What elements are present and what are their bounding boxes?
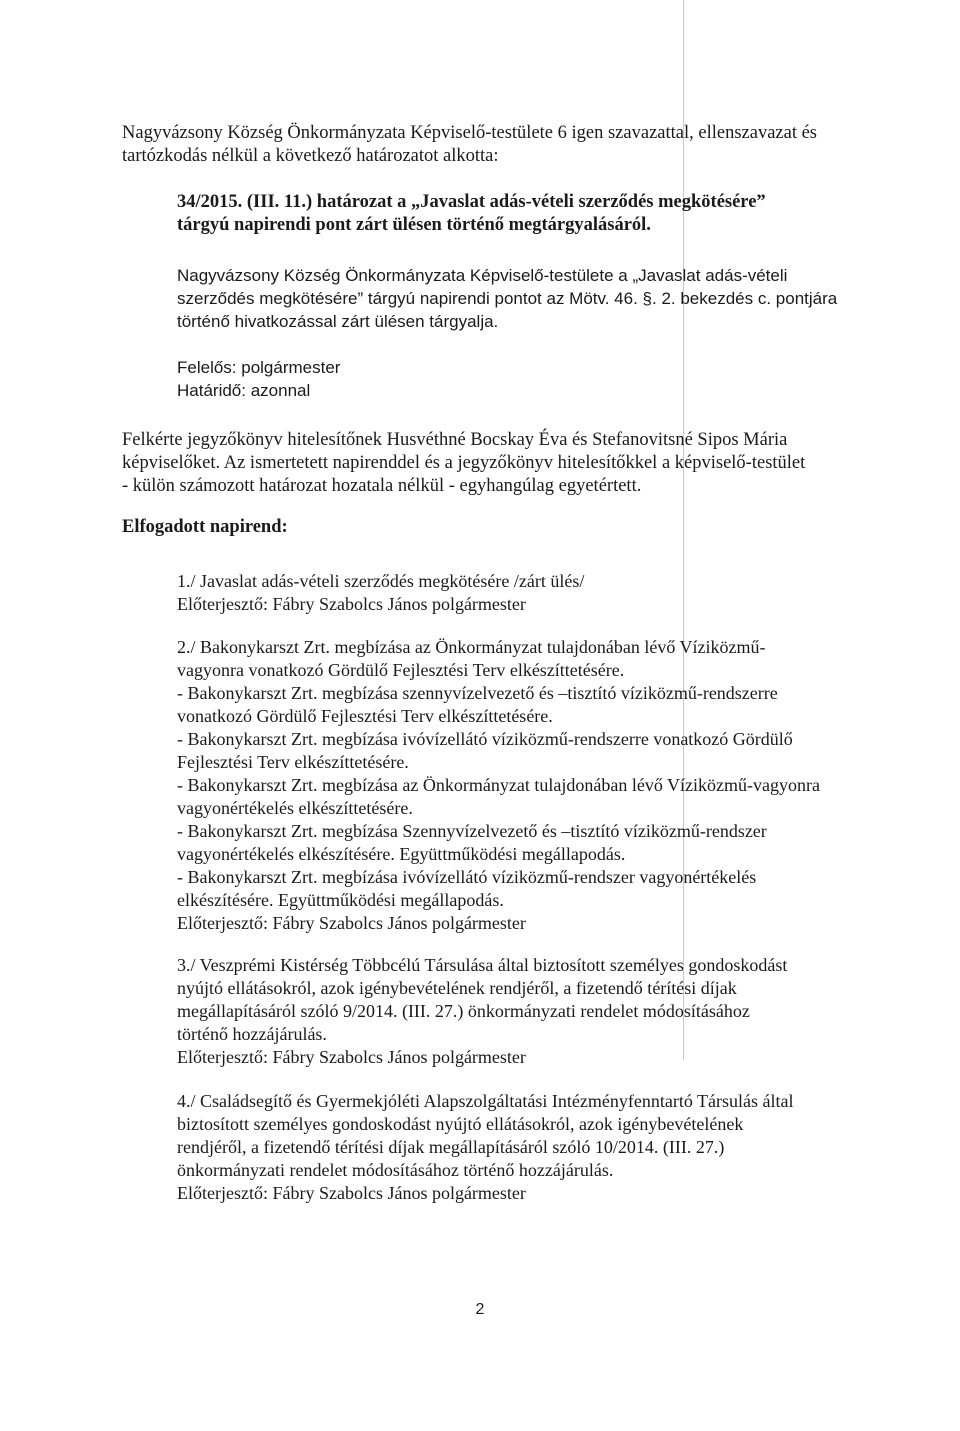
agenda-item-line: 4./ Családsegítő és Gyermekjóléti Alapszolgáltatási Intézményfenntartó Társulás által (177, 1091, 794, 1111)
resolution-body (177, 264, 895, 333)
agenda-item-line: történő hozzájárulás. (177, 1024, 327, 1044)
page-number: 2 (475, 1301, 485, 1318)
agenda-item-line: 2./ Bakonykarszt Zrt. megbízása az Önkormányzat tulajdonában lévő Víziközmű- (177, 637, 766, 657)
agenda-item-line: - Bakonykarszt Zrt. megbízása az Önkormányzat tulajdonában lévő Víziközmű-vagyonra (177, 775, 820, 795)
agenda-item-line: vagyonértékelés elkészítésére. Együttműködési megállapodás. (177, 844, 626, 864)
agenda-item-line: Fejlesztési Terv elkészíttetésére. (177, 752, 409, 772)
agenda-item-line: nyújtó ellátásokról, azok igénybevételének rendjéről, a fizetendő térítési díjak (177, 978, 737, 998)
agenda-item (177, 1090, 895, 1205)
intro-paragraph (122, 122, 896, 168)
agenda-item-line: - Bakonykarszt Zrt. megbízása ivóvízellátó víziközmű-rendszer vagyonértékelés (177, 867, 757, 887)
agenda-item-line: Előterjesztő: Fábry Szabolcs János polgármester (177, 1183, 526, 1203)
agenda-item-line: - Bakonykarszt Zrt. megbízása szennyvízelvezető és –tisztító víziközmű-rendszerre (177, 683, 778, 703)
authentication-paragraph (122, 429, 896, 498)
agenda-item-line: vonatkozó Gördülő Fejlesztési Terv elkészíttetésére. (177, 706, 553, 726)
agenda-item-line: - Bakonykarszt Zrt. megbízása Szennyvízelvezető és –tisztító víziközmű-rendszer (177, 821, 767, 841)
agenda-item-line: vagyonértékelés elkészíttetésére. (177, 798, 413, 818)
agenda-item-line: önkormányzati rendelet módosításához történő hozzájárulás. (177, 1160, 614, 1180)
responsible-line: Felelős: polgármester (177, 358, 341, 377)
resolution-body-line: szerződés megkötésére” tárgyú napirendi pontot az Mötv. 46. §. 2. bekezdés c. pontjára (177, 289, 838, 308)
resolution-title-line: 34/2015. (III. 11.) határozat a „Javaslat adás-vételi szerződés megkötésére” (177, 192, 766, 212)
agenda-item-line: vagyonra vonatkozó Gördülő Fejlesztési Terv elkészíttetésére. (177, 660, 625, 680)
resolution-title (177, 191, 895, 237)
agenda-item-line: 1./ Javaslat adás-vételi szerződés megkötésére /zárt ülés/ (177, 571, 585, 591)
agenda-item (177, 636, 895, 935)
agenda-item (177, 570, 895, 616)
agenda-item-line: biztosított személyes gondoskodást nyújtó ellátásokról, azok igénybevételének (177, 1114, 744, 1134)
agenda-item-line: - Bakonykarszt Zrt. megbízása ivóvízellátó víziközmű-rendszerre vonatkozó Gördülő (177, 729, 793, 749)
authentication-line: - külön számozott határozat hozatala nélkül - egyhangúlag egyetértett. (122, 476, 642, 496)
agenda-item-line: 3./ Veszprémi Kistérség Többcélú Társulása által biztosított személyes gondoskodást (177, 955, 788, 975)
intro-line: Nagyvázsony Község Önkormányzata Képviselő-testülete 6 igen szavazattal, ellenszavazat és (122, 123, 818, 143)
agenda-item-line: megállapításáról szóló 9/2014. (III. 27.) önkormányzati rendelet módosításához (177, 1001, 750, 1021)
intro-line: tartózkodás nélkül a következő határozatot alkotta: (122, 146, 499, 166)
agenda-item-line: Előterjesztő: Fábry Szabolcs János polgármester (177, 913, 526, 933)
resolution-title-line: tárgyú napirendi pont zárt ülésen történő megtárgyalásáról. (177, 215, 651, 235)
agenda-item-line: elkészítésére. Együttműködési megállapodás. (177, 890, 504, 910)
agenda-item (177, 954, 895, 1069)
agenda-item-line: rendjéről, a fizetendő térítési díjak megállapításáról szóló 10/2014. (III. 27.) (177, 1137, 725, 1157)
agenda-item-line: Előterjesztő: Fábry Szabolcs János polgármester (177, 1047, 526, 1067)
agenda-heading: Elfogadott napirend: (122, 517, 288, 537)
authentication-line: Felkérte jegyzőkönyv hitelesítőnek Husvéthné Bocskay Éva és Stefanovitsné Sipos Mária (122, 430, 788, 450)
resolution-body-line: Nagyvázsony Község Önkormányzata Képviselő-testülete a „Javaslat adás-vételi (177, 266, 788, 285)
deadline-line: Határidő: azonnal (177, 381, 311, 400)
resolution-meta (177, 356, 577, 402)
resolution-body-line: történő hivatkozással zárt ülésen tárgyalja. (177, 312, 499, 331)
authentication-line: képviselőket. Az ismertetett napirenddel és a jegyzőkönyv hitelesítőkkel a képviselő-testület (122, 453, 806, 473)
agenda-item-line: Előterjesztő: Fábry Szabolcs János polgármester (177, 594, 526, 614)
